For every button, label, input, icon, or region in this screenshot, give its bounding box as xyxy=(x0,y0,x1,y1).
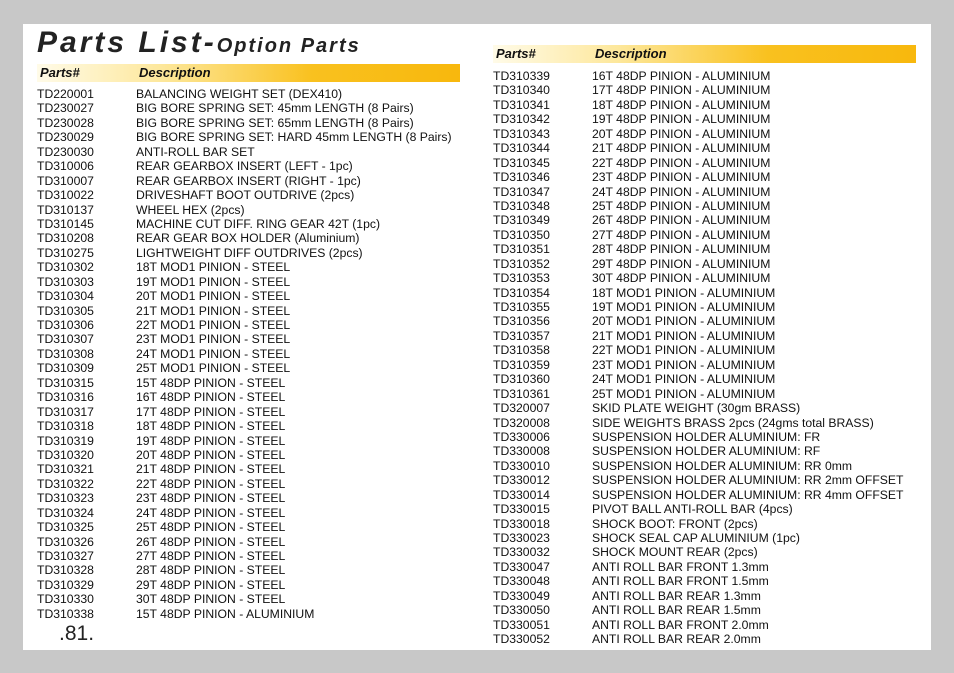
right-header-desc: Description xyxy=(595,46,667,61)
part-number: TD310322 xyxy=(37,476,94,491)
left-table-header xyxy=(37,64,460,82)
table-row xyxy=(493,603,923,617)
part-description: SUSPENSION HOLDER ALUMINIUM: RR 2mm OFFSET xyxy=(592,473,904,488)
part-description: WHEEL HEX (2pcs) xyxy=(136,202,245,217)
part-number: TD310318 xyxy=(37,419,94,434)
part-number: TD320007 xyxy=(493,401,550,416)
table-row xyxy=(493,589,923,603)
table-row xyxy=(37,231,477,245)
table-row xyxy=(493,199,923,213)
part-description: 17T 48DP PINION - ALUMINIUM xyxy=(592,83,771,98)
part-description: SIDE WEIGHTS BRASS 2pcs (24gms total BRASS) xyxy=(592,415,874,430)
part-number: TD310007 xyxy=(37,173,94,188)
part-description: LIGHTWEIGHT DIFF OUTDRIVES (2pcs) xyxy=(136,245,363,260)
table-row xyxy=(493,430,923,444)
part-number: TD310339 xyxy=(493,69,550,83)
part-description: 24T 48DP PINION - STEEL xyxy=(136,505,286,520)
part-number: TD310309 xyxy=(37,361,94,376)
table-row xyxy=(493,545,923,559)
part-number: TD310145 xyxy=(37,216,94,231)
title-sub: Option Parts xyxy=(216,35,361,57)
page-number: .81. xyxy=(59,622,95,645)
table-row xyxy=(37,563,477,577)
part-number: TD330010 xyxy=(493,458,550,473)
part-description: 25T 48DP PINION - STEEL xyxy=(136,520,286,535)
table-row xyxy=(493,83,923,97)
part-description: REAR GEARBOX INSERT (RIGHT - 1pc) xyxy=(136,173,361,188)
table-row xyxy=(493,372,923,386)
part-number: TD310347 xyxy=(493,184,550,199)
table-row xyxy=(37,361,477,375)
part-description: 19T 48DP PINION - ALUMINIUM xyxy=(592,112,771,127)
part-description: SHOCK MOUNT REAR (2pcs) xyxy=(592,545,758,560)
part-description: ANTI-ROLL BAR SET xyxy=(136,144,255,159)
part-description: 23T 48DP PINION - ALUMINIUM xyxy=(592,170,771,185)
part-number: TD310340 xyxy=(493,83,550,98)
table-row xyxy=(37,246,477,260)
part-description: 21T 48DP PINION - STEEL xyxy=(136,462,286,477)
part-number: TD310324 xyxy=(37,505,94,520)
part-number: TD310342 xyxy=(493,112,550,127)
part-description: 21T MOD1 PINION - STEEL xyxy=(136,303,291,318)
table-row xyxy=(37,491,477,505)
title-main: Parts List- xyxy=(37,26,217,59)
table-row xyxy=(37,607,477,621)
table-row xyxy=(493,170,923,184)
part-number: TD310328 xyxy=(37,563,94,578)
part-description: 17T 48DP PINION - STEEL xyxy=(136,404,286,419)
part-description: 22T 48DP PINION - ALUMINIUM xyxy=(592,155,771,170)
part-number: TD310327 xyxy=(37,549,94,563)
part-description: ANTI ROLL BAR REAR 2.0mm xyxy=(592,632,761,647)
part-description: 18T 48DP PINION - ALUMINIUM xyxy=(592,97,771,112)
part-description: 25T MOD1 PINION - ALUMINIUM xyxy=(592,386,776,401)
part-number: TD310358 xyxy=(493,343,550,358)
part-number: TD330006 xyxy=(493,429,550,444)
document-page xyxy=(23,24,931,650)
part-description: 24T 48DP PINION - ALUMINIUM xyxy=(592,184,771,199)
table-row xyxy=(37,318,477,332)
part-number: TD330032 xyxy=(493,545,550,560)
part-number: TD330014 xyxy=(493,487,550,502)
part-number: TD310346 xyxy=(493,170,550,185)
part-description: SUSPENSION HOLDER ALUMINIUM: RR 4mm OFFSET xyxy=(592,487,904,502)
part-description: 20T MOD1 PINION - ALUMINIUM xyxy=(592,314,776,329)
part-number: TD310354 xyxy=(493,285,550,300)
part-description: 25T MOD1 PINION - STEEL xyxy=(136,361,291,376)
table-row xyxy=(37,203,477,217)
table-row xyxy=(493,632,923,646)
table-row xyxy=(493,141,923,155)
part-number: TD310356 xyxy=(493,314,550,329)
table-row xyxy=(493,156,923,170)
part-number: TD310349 xyxy=(493,213,550,228)
part-number: TD310304 xyxy=(37,289,94,304)
part-number: TD310361 xyxy=(493,386,550,401)
table-row xyxy=(37,592,477,606)
part-number: TD330012 xyxy=(493,473,550,488)
table-row xyxy=(493,127,923,141)
table-row xyxy=(37,275,477,289)
table-row xyxy=(37,116,477,130)
table-row xyxy=(37,87,477,101)
table-row xyxy=(493,228,923,242)
part-number: TD310355 xyxy=(493,300,550,314)
part-description: 30T 48DP PINION - STEEL xyxy=(136,592,286,607)
table-row xyxy=(493,416,923,430)
part-number: TD310137 xyxy=(37,202,94,217)
part-number: TD310338 xyxy=(37,606,94,621)
part-description: 15T 48DP PINION - ALUMINIUM xyxy=(136,606,315,621)
part-number: TD310350 xyxy=(493,227,550,242)
part-number: TD310343 xyxy=(493,126,550,141)
part-description: ANTI ROLL BAR REAR 1.5mm xyxy=(592,603,761,618)
part-description: 19T 48DP PINION - STEEL xyxy=(136,433,286,448)
part-description: SUSPENSION HOLDER ALUMINIUM: RR 0mm xyxy=(592,458,853,473)
part-description: ANTI ROLL BAR FRONT 1.5mm xyxy=(592,574,769,589)
part-description: 24T MOD1 PINION - ALUMINIUM xyxy=(592,372,776,387)
part-description: 21T 48DP PINION - ALUMINIUM xyxy=(592,141,771,156)
table-row xyxy=(37,390,477,404)
part-description: 20T 48DP PINION - STEEL xyxy=(136,447,286,462)
part-number: TD310208 xyxy=(37,231,94,246)
part-description: BIG BORE SPRING SET: 65mm LENGTH (8 Pairs) xyxy=(136,115,414,130)
table-row xyxy=(493,401,923,415)
table-row xyxy=(37,506,477,520)
table-row xyxy=(493,242,923,256)
part-number: TD330051 xyxy=(493,617,550,632)
table-row xyxy=(493,618,923,632)
part-description: 28T 48DP PINION - ALUMINIUM xyxy=(592,242,771,257)
part-description: 30T 48DP PINION - ALUMINIUM xyxy=(592,271,771,286)
part-description: SUSPENSION HOLDER ALUMINIUM: FR xyxy=(592,429,821,444)
part-number: TD330008 xyxy=(493,444,550,459)
part-description: SHOCK SEAL CAP ALUMINIUM (1pc) xyxy=(592,531,800,545)
part-number: TD330047 xyxy=(493,559,550,574)
table-row xyxy=(493,213,923,227)
part-description: BIG BORE SPRING SET: 45mm LENGTH (8 Pairs) xyxy=(136,101,414,116)
part-description: 26T 48DP PINION - ALUMINIUM xyxy=(592,213,771,228)
table-row xyxy=(493,329,923,343)
part-description: 29T 48DP PINION - ALUMINIUM xyxy=(592,256,771,271)
part-number: TD310360 xyxy=(493,372,550,387)
part-number: TD230027 xyxy=(37,101,94,116)
table-row xyxy=(493,257,923,271)
part-description: 18T MOD1 PINION - ALUMINIUM xyxy=(592,285,776,300)
part-number: TD310022 xyxy=(37,188,94,203)
part-number: TD310317 xyxy=(37,404,94,419)
part-description: 28T 48DP PINION - STEEL xyxy=(136,563,286,578)
table-row xyxy=(37,578,477,592)
table-row xyxy=(37,405,477,419)
table-row xyxy=(37,477,477,491)
part-description: 27T 48DP PINION - ALUMINIUM xyxy=(592,227,771,242)
left-header-part: Parts# xyxy=(40,65,80,80)
table-row xyxy=(493,444,923,458)
part-description: 23T 48DP PINION - STEEL xyxy=(136,491,286,506)
page-title xyxy=(37,28,361,58)
part-description: 27T 48DP PINION - STEEL xyxy=(136,549,286,563)
table-row xyxy=(37,188,477,202)
part-number: TD310320 xyxy=(37,447,94,462)
part-description: ANTI ROLL BAR REAR 1.3mm xyxy=(592,588,761,603)
part-number: TD230029 xyxy=(37,130,94,145)
table-row xyxy=(37,434,477,448)
table-row xyxy=(37,159,477,173)
table-row xyxy=(37,520,477,534)
part-number: TD310329 xyxy=(37,577,94,592)
left-header-desc: Description xyxy=(139,65,211,80)
table-row xyxy=(493,459,923,473)
part-description: REAR GEAR BOX HOLDER (Aluminium) xyxy=(136,231,360,246)
part-number: TD310302 xyxy=(37,260,94,275)
part-number: TD230030 xyxy=(37,144,94,159)
table-row xyxy=(37,332,477,346)
part-description: SUSPENSION HOLDER ALUMINIUM: RF xyxy=(592,444,821,459)
part-description: BIG BORE SPRING SET: HARD 45mm LENGTH (8 Pairs) xyxy=(136,130,452,145)
part-description: 20T MOD1 PINION - STEEL xyxy=(136,289,291,304)
part-description: 16T 48DP PINION - STEEL xyxy=(136,390,286,405)
right-header-part: Parts# xyxy=(496,46,536,61)
part-description: BALANCING WEIGHT SET (DEX410) xyxy=(136,87,343,101)
part-description: SHOCK BOOT: FRONT (2pcs) xyxy=(592,516,758,531)
table-row xyxy=(493,69,923,83)
table-row xyxy=(37,549,477,563)
part-number: TD310316 xyxy=(37,390,94,405)
part-number: TD320008 xyxy=(493,415,550,430)
part-number: TD330015 xyxy=(493,502,550,517)
table-row xyxy=(493,473,923,487)
table-row xyxy=(37,376,477,390)
table-row xyxy=(37,289,477,303)
part-number: TD310308 xyxy=(37,346,94,361)
part-description: 25T 48DP PINION - ALUMINIUM xyxy=(592,198,771,213)
part-number: TD330023 xyxy=(493,531,550,545)
part-number: TD310348 xyxy=(493,198,550,213)
part-number: TD330052 xyxy=(493,632,550,647)
part-number: TD310006 xyxy=(37,159,94,174)
table-row xyxy=(493,271,923,285)
table-row xyxy=(37,130,477,144)
part-description: 16T 48DP PINION - ALUMINIUM xyxy=(592,69,771,83)
table-row xyxy=(493,574,923,588)
part-description: PIVOT BALL ANTI-ROLL BAR (4pcs) xyxy=(592,502,793,517)
table-row xyxy=(493,560,923,574)
table-row xyxy=(493,98,923,112)
part-number: TD310321 xyxy=(37,462,94,477)
table-row xyxy=(493,517,923,531)
part-number: TD310357 xyxy=(493,328,550,343)
left-parts-list xyxy=(37,87,477,621)
part-description: 22T MOD1 PINION - ALUMINIUM xyxy=(592,343,776,358)
part-number: TD330050 xyxy=(493,603,550,618)
table-row xyxy=(493,300,923,314)
table-row xyxy=(37,260,477,274)
right-table-header xyxy=(493,45,916,63)
part-description: DRIVESHAFT BOOT OUTDRIVE (2pcs) xyxy=(136,188,355,203)
part-number: TD310352 xyxy=(493,256,550,271)
table-row xyxy=(493,488,923,502)
table-row xyxy=(493,286,923,300)
part-description: 21T MOD1 PINION - ALUMINIUM xyxy=(592,328,776,343)
part-description: 24T MOD1 PINION - STEEL xyxy=(136,346,291,361)
table-row xyxy=(493,185,923,199)
table-row xyxy=(37,448,477,462)
part-description: 18T 48DP PINION - STEEL xyxy=(136,419,286,434)
part-number: TD330049 xyxy=(493,588,550,603)
part-description: 20T 48DP PINION - ALUMINIUM xyxy=(592,126,771,141)
table-row xyxy=(37,217,477,231)
part-number: TD310306 xyxy=(37,318,94,332)
table-row xyxy=(493,314,923,328)
table-row xyxy=(37,347,477,361)
part-number: TD310344 xyxy=(493,141,550,156)
right-parts-list xyxy=(493,69,923,647)
part-description: 23T MOD1 PINION - ALUMINIUM xyxy=(592,357,776,372)
part-number: TD310305 xyxy=(37,303,94,318)
part-number: TD330018 xyxy=(493,516,550,531)
table-row xyxy=(493,502,923,516)
part-number: TD310353 xyxy=(493,271,550,286)
table-row xyxy=(37,304,477,318)
table-row xyxy=(37,101,477,115)
part-description: 26T 48DP PINION - STEEL xyxy=(136,534,286,549)
table-row xyxy=(37,419,477,433)
part-number: TD220001 xyxy=(37,87,94,101)
part-description: 29T 48DP PINION - STEEL xyxy=(136,577,286,592)
part-description: ANTI ROLL BAR FRONT 1.3mm xyxy=(592,559,769,574)
table-row xyxy=(493,387,923,401)
part-number: TD310275 xyxy=(37,245,94,260)
part-number: TD310330 xyxy=(37,592,94,607)
part-number: TD310323 xyxy=(37,491,94,506)
part-description: 15T 48DP PINION - STEEL xyxy=(136,375,286,390)
table-row xyxy=(37,535,477,549)
part-description: 22T MOD1 PINION - STEEL xyxy=(136,318,291,332)
table-row xyxy=(493,343,923,357)
part-number: TD310315 xyxy=(37,375,94,390)
part-number: TD310359 xyxy=(493,357,550,372)
part-description: SKID PLATE WEIGHT (30gm BRASS) xyxy=(592,401,801,416)
table-row xyxy=(493,358,923,372)
table-row xyxy=(37,462,477,476)
part-number: TD310326 xyxy=(37,534,94,549)
table-row xyxy=(493,112,923,126)
part-description: MACHINE CUT DIFF. RING GEAR 42T (1pc) xyxy=(136,216,381,231)
part-number: TD310325 xyxy=(37,520,94,535)
part-description: 19T MOD1 PINION - ALUMINIUM xyxy=(592,300,776,314)
table-row xyxy=(493,531,923,545)
part-number: TD310345 xyxy=(493,155,550,170)
part-number: TD310307 xyxy=(37,332,94,347)
part-number: TD310303 xyxy=(37,274,94,289)
part-description: 23T MOD1 PINION - STEEL xyxy=(136,332,291,347)
part-number: TD230028 xyxy=(37,115,94,130)
part-description: 18T MOD1 PINION - STEEL xyxy=(136,260,291,275)
part-description: 22T 48DP PINION - STEEL xyxy=(136,476,286,491)
table-row xyxy=(37,174,477,188)
part-description: ANTI ROLL BAR FRONT 2.0mm xyxy=(592,617,769,632)
part-number: TD310319 xyxy=(37,433,94,448)
part-description: 19T MOD1 PINION - STEEL xyxy=(136,274,291,289)
part-number: TD310341 xyxy=(493,97,550,112)
table-row xyxy=(37,145,477,159)
part-description: REAR GEARBOX INSERT (LEFT - 1pc) xyxy=(136,159,353,174)
part-number: TD310351 xyxy=(493,242,550,257)
part-number: TD330048 xyxy=(493,574,550,589)
